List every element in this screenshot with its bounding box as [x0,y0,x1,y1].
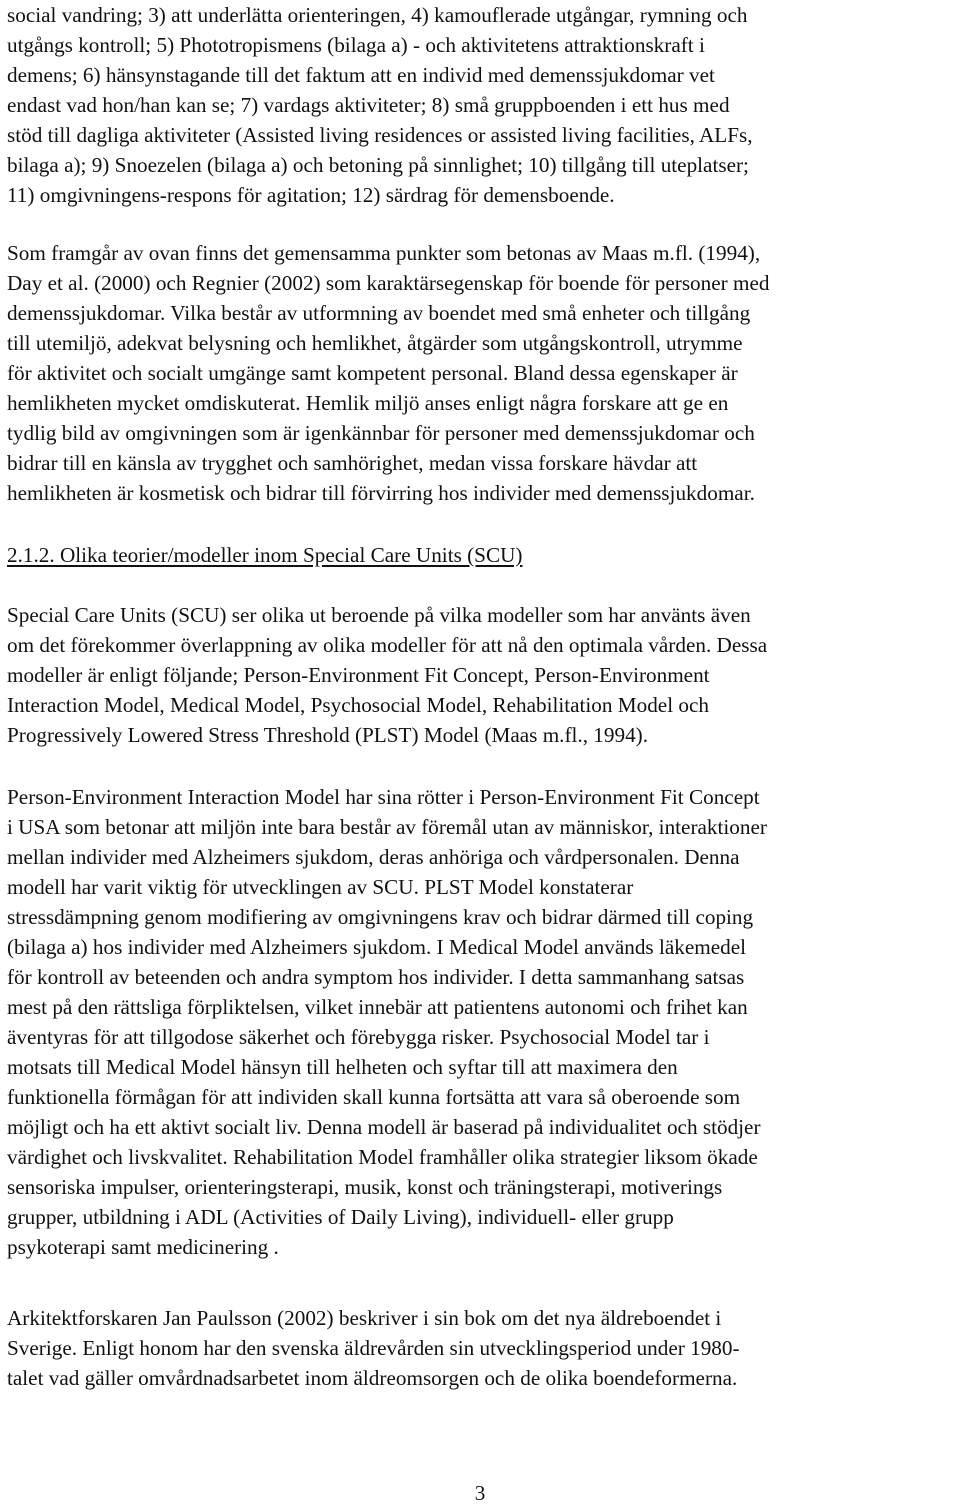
text-line: Special Care Units (SCU) ser olika ut beroende på vilka modeller som har använts även [7,603,751,627]
text-line: värdighet och livskvalitet. Rehabilitation Model framhåller olika strategier liksom ökade [7,1145,758,1169]
text-line: motsats till Medical Model hänsyn till helheten och syftar till att maximera den [7,1055,678,1079]
text-line: Som framgår av ovan finns det gemensamma punkter som betonas av Maas m.fl. (1994), [7,241,761,265]
text-line: modell har varit viktig för utvecklingen av SCU. PLST Model konstaterar [7,875,634,899]
text-line: tydlig bild av omgivningen som är igenkännbar för personer med demenssjukdomar och [7,421,755,445]
text-line: Person-Environment Interaction Model har sina rötter i Person-Environment Fit Concept [7,785,760,809]
text-line: för kontroll av beteenden och andra symptom hos individer. I detta sammanhang satsas [7,965,745,989]
text-line: för aktivitet och socialt umgänge samt kompetent personal. Bland dessa egenskaper är [7,361,738,385]
text-line: mellan individer med Alzheimers sjukdom, deras anhöriga och vårdpersonalen. Denna [7,845,740,869]
text-line: hemlikheten mycket omdiskuterat. Hemlik miljö anses enligt några forskare att ge en [7,391,729,415]
text-line: sensoriska impulser, orienteringsterapi, musik, konst och träningsterapi, motiverings [7,1175,723,1199]
text-line: talet vad gäller omvårdnadsarbetet inom äldreomsorgen och de olika boendeformerna. [7,1366,738,1390]
text-line: möjligt och ha ett aktivt socialt liv. Denna modell är baserad på individualitet och stödjer [7,1115,761,1139]
text-line: endast vad hon/han kan se; 7) vardags aktiviteter; 8) små gruppboenden i ett hus med [7,93,730,117]
text-line: äventyras för att tillgodose säkerhet och förebygga risker. Psychosocial Model tar i [7,1025,710,1049]
text-line: 11) omgivningens-respons för agitation; 12) särdrag för demensboende. [7,183,615,207]
text-line: bilaga a); 9) Snoezelen (bilaga a) och betoning på sinnlighet; 10) tillgång till uteplatser; [7,153,749,177]
text-line: (bilaga a) hos individer med Alzheimers sjukdom. I Medical Model används läkemedel [7,935,747,959]
text-line: stressdämpning genom modifiering av omgivningens krav och bidrar därmed till coping [7,905,754,929]
text-line: Progressively Lowered Stress Threshold (PLST) Model (Maas m.fl., 1994). [7,723,649,747]
page-number: 3 [474,1481,486,1505]
text-line: demenssjukdomar. Vilka består av utformning av boendet med små enheter och tillgång [7,301,751,325]
text-line: till utemiljö, adekvat belysning och hemlikhet, åtgärder som utgångskontroll, utrymme [7,331,743,355]
text-line: bidrar till en känsla av trygghet och samhörighet, medan vissa forskare hävdar att [7,451,698,475]
text-line: stöd till dagliga aktiviteter (Assisted living residences or assisted living facilities, ALFs, [7,123,753,147]
text-line: demens; 6) hänsynstagande till det faktum att en individ med demenssjukdomar vet [7,63,715,87]
text-line: grupper, utbildning i ADL (Activities of Daily Living), individuell- eller grupp [7,1205,674,1229]
text-line: Arkitektforskaren Jan Paulsson (2002) beskriver i sin bok om det nya äldreboendet i [7,1306,722,1330]
text-line: funktionella förmågan för att individen skall kunna fortsätta att vara så oberoende som [7,1085,741,1109]
text-line: utgångs kontroll; 5) Phototropismens (bilaga a) - och aktivitetens attraktionskraft i [7,33,705,57]
text-line: mest på den rättsliga förpliktelsen, vilket innebär att patientens autonomi och frihet kan [7,995,748,1019]
text-line: social vandring; 3) att underlätta orienteringen, 4) kamouflerade utgångar, rymning och [7,3,748,27]
text-line: modeller är enligt följande; Person-Environment Fit Concept, Person-Environment [7,663,710,687]
text-line: om det förekommer överlappning av olika modeller för att nå den optimala vården. Dessa [7,633,768,657]
text-line: Interaction Model, Medical Model, Psychosocial Model, Rehabilitation Model och [7,693,709,717]
text-line: i USA som betonar att miljön inte bara består av föremål utan av människor, interaktioner [7,815,767,839]
text-line: psykoterapi samt medicinering . [7,1235,279,1259]
text-line: Day et al. (2000) och Regnier (2002) som karaktärsegenskap för boende för personer med [7,271,770,295]
text-line: hemlikheten är kosmetisk och bidrar till förvirring hos individer med demenssjukdomar. [7,481,755,505]
text-line: 2.1.2. Olika teorier/modeller inom Special Care Units (SCU) [7,543,523,567]
text-line: Sverige. Enligt honom har den svenska äldrevården sin utvecklingsperiod under 1980- [7,1336,740,1360]
